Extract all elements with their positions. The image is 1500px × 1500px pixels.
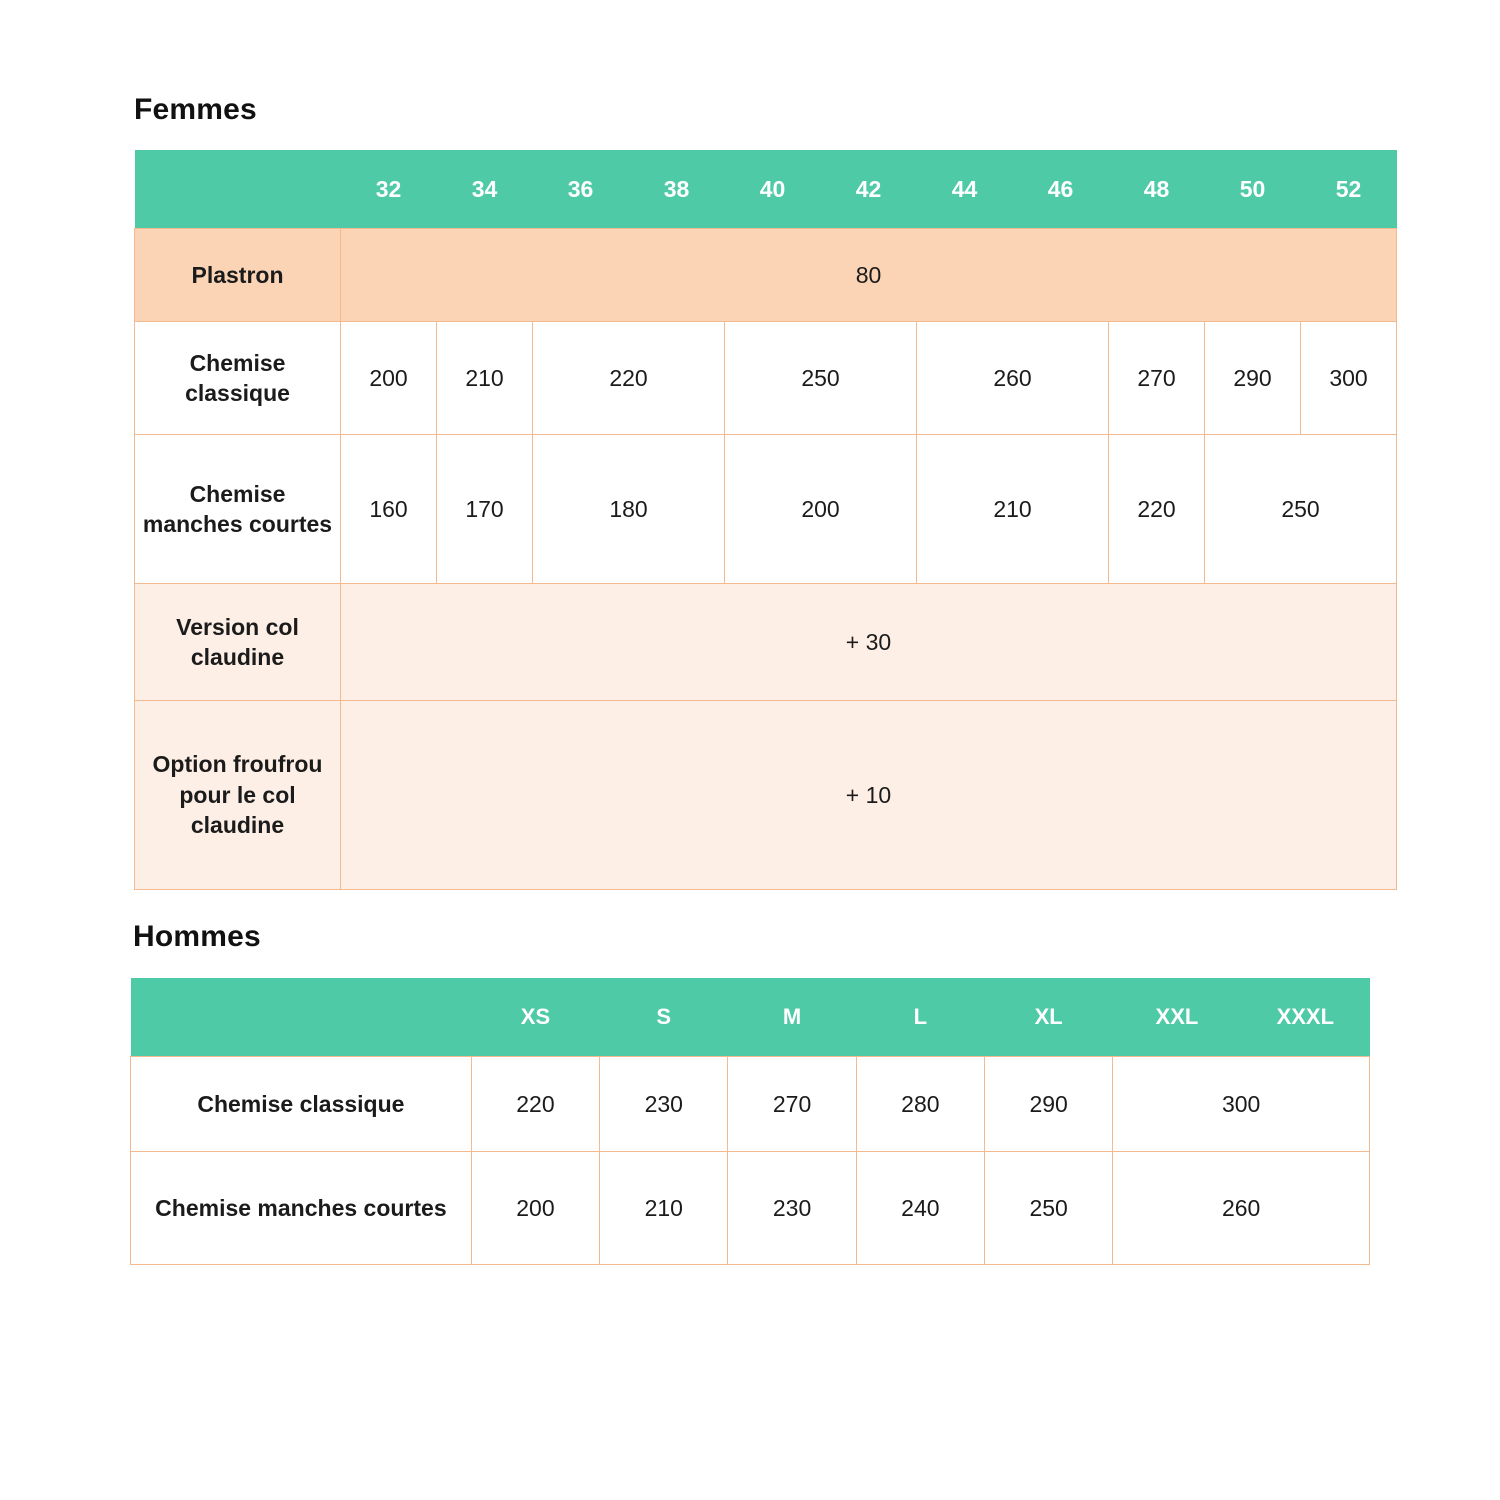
cell-version-col-claudine-all: + 30 xyxy=(341,584,1397,701)
cell-classique-36-38: 220 xyxy=(533,322,725,435)
cell-courtes-50-52: 250 xyxy=(1205,435,1397,584)
cell-plastron-all: 80 xyxy=(341,229,1397,322)
cell-classique-44-46: 260 xyxy=(917,322,1109,435)
table-row-chemise-manches-courtes xyxy=(135,435,1397,584)
femmes-section-title: Femmes xyxy=(134,93,257,126)
row-label-option-froufrou: Option froufrou pour le col claudine xyxy=(135,701,341,890)
cell-classique-40-42: 250 xyxy=(725,322,917,435)
row-label-chemise-classique: Chemise classique xyxy=(135,322,341,435)
cell-hommes-classique-s: 230 xyxy=(600,1057,728,1152)
hommes-header-corner xyxy=(131,978,472,1057)
cell-hommes-classique-xxl-xxxl: 300 xyxy=(1113,1057,1370,1152)
femmes-size-48: 48 xyxy=(1109,150,1205,229)
table-row-plastron xyxy=(135,229,1397,322)
row-label-chemise-manches-courtes: Chemise manches courtes xyxy=(135,435,341,584)
hommes-size-xs: XS xyxy=(471,978,599,1057)
femmes-size-46: 46 xyxy=(1013,150,1109,229)
cell-hommes-courtes-m: 230 xyxy=(728,1152,856,1265)
femmes-size-34: 34 xyxy=(437,150,533,229)
cell-courtes-36-38: 180 xyxy=(533,435,725,584)
cell-hommes-classique-xs: 220 xyxy=(471,1057,599,1152)
cell-option-froufrou-all: + 10 xyxy=(341,701,1397,890)
table-row-option-froufrou xyxy=(135,701,1397,890)
femmes-size-44: 44 xyxy=(917,150,1013,229)
cell-courtes-44-46: 210 xyxy=(917,435,1109,584)
hommes-size-xxl: XXL xyxy=(1113,978,1241,1057)
hommes-size-xl: XL xyxy=(985,978,1113,1057)
hommes-size-xxxl: XXXL xyxy=(1241,978,1369,1057)
hommes-size-l: L xyxy=(856,978,984,1057)
table-row-hommes-chemise-classique xyxy=(131,1057,1370,1152)
hommes-price-table xyxy=(130,978,1370,1265)
femmes-size-32: 32 xyxy=(341,150,437,229)
cell-classique-48: 270 xyxy=(1109,322,1205,435)
femmes-size-50: 50 xyxy=(1205,150,1301,229)
cell-courtes-40-42: 200 xyxy=(725,435,917,584)
row-label-hommes-chemise-classique: Chemise classique xyxy=(131,1057,472,1152)
cell-courtes-48: 220 xyxy=(1109,435,1205,584)
hommes-header-row xyxy=(131,978,1370,1057)
cell-classique-34: 210 xyxy=(437,322,533,435)
cell-hommes-courtes-xxl-xxxl: 260 xyxy=(1113,1152,1370,1265)
cell-hommes-classique-m: 270 xyxy=(728,1057,856,1152)
cell-hommes-courtes-xl: 250 xyxy=(985,1152,1113,1265)
cell-hommes-courtes-s: 210 xyxy=(600,1152,728,1265)
femmes-size-36: 36 xyxy=(533,150,629,229)
cell-hommes-courtes-xs: 200 xyxy=(471,1152,599,1265)
row-label-plastron: Plastron xyxy=(135,229,341,322)
cell-hommes-classique-l: 280 xyxy=(856,1057,984,1152)
femmes-price-table xyxy=(134,150,1397,890)
row-label-version-col-claudine: Version col claudine xyxy=(135,584,341,701)
table-row-hommes-chemise-manches-courtes xyxy=(131,1152,1370,1265)
hommes-size-s: S xyxy=(600,978,728,1057)
cell-classique-32: 200 xyxy=(341,322,437,435)
femmes-size-42: 42 xyxy=(821,150,917,229)
cell-courtes-32: 160 xyxy=(341,435,437,584)
hommes-size-m: M xyxy=(728,978,856,1057)
femmes-size-38: 38 xyxy=(629,150,725,229)
cell-courtes-34: 170 xyxy=(437,435,533,584)
femmes-size-40: 40 xyxy=(725,150,821,229)
femmes-header-corner xyxy=(135,150,341,229)
cell-hommes-classique-xl: 290 xyxy=(985,1057,1113,1152)
cell-classique-52: 300 xyxy=(1301,322,1397,435)
table-row-chemise-classique xyxy=(135,322,1397,435)
cell-classique-50: 290 xyxy=(1205,322,1301,435)
row-label-hommes-chemise-manches-courtes: Chemise manches courtes xyxy=(131,1152,472,1265)
femmes-header-row xyxy=(135,150,1397,229)
cell-hommes-courtes-l: 240 xyxy=(856,1152,984,1265)
hommes-section-title: Hommes xyxy=(133,920,261,953)
table-row-version-col-claudine xyxy=(135,584,1397,701)
femmes-size-52: 52 xyxy=(1301,150,1397,229)
